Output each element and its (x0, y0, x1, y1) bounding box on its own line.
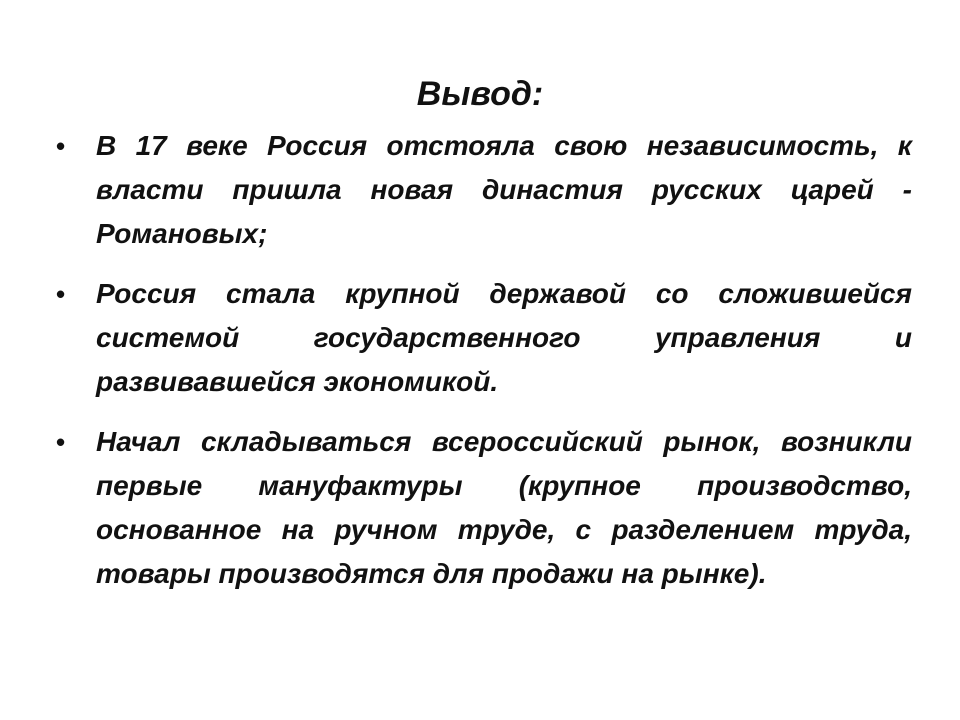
bullet-dot-icon: • (56, 131, 66, 161)
bullet-text-1: В 17 веке Россия отстояла свою независимость, к власти пришла новая династия русских царей - Романовых; (96, 130, 912, 249)
slide-title: Вывод: (416, 75, 544, 113)
bullet-dot-icon: • (56, 279, 66, 309)
bullet-item-2 (56, 272, 912, 404)
bullet-list (56, 124, 912, 612)
bullet-text-2: Россия стала крупной державой со сложившейся системой государственного управления и развивавшейся экономикой. (96, 278, 912, 397)
bullet-item-3 (56, 420, 912, 596)
bullet-text-3: Начал складываться всероссийский рынок, возникли первые мануфактуры (крупное производство, основанное на ручном труде, с разделением труда, товары производятся для продажи на рынке). (96, 426, 912, 589)
bullet-item-1 (56, 124, 912, 256)
bullet-dot-icon: • (56, 427, 66, 457)
